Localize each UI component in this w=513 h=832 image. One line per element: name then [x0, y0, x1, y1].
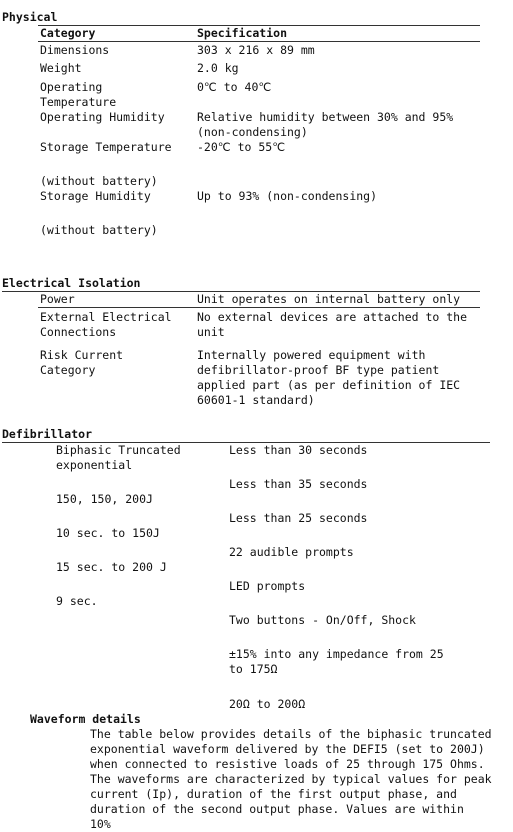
defib-left-text: Biphasic Truncated: [56, 443, 181, 457]
defib-right-text: Less than 25 seconds: [229, 511, 368, 525]
row-category: Weight: [40, 61, 82, 75]
row-category: Operating Humidity: [40, 110, 165, 124]
defib-right-text: 22 audible prompts: [229, 545, 354, 559]
header-rule: [38, 41, 480, 42]
row-category-line2: Category: [40, 363, 96, 377]
row-spec: Internally powered equipment with: [197, 348, 426, 362]
defib-right-text: ±15% into any impedance from 25: [229, 647, 444, 661]
row-category-line2: Connections: [40, 325, 117, 339]
defib-left-text: exponential: [56, 458, 133, 472]
paragraph-line: The waveforms are characterized by typical values for peak: [90, 772, 492, 786]
section-heading-physical: Physical: [2, 10, 58, 24]
row-category: Operating: [40, 80, 103, 94]
subheading-waveform-details: Waveform details: [30, 712, 141, 726]
row-spec: No external devices are attached to the: [197, 310, 468, 324]
paragraph-line: The table below provides details of the biphasic truncated: [90, 727, 492, 741]
row-spec-line2: (non-condensing): [197, 125, 308, 139]
row-spec: 0℃ to 40℃: [197, 80, 272, 94]
row-spec: Unit operates on internal battery only: [197, 292, 461, 306]
section-heading-defibrillator: Defibrillator: [2, 427, 93, 441]
paragraph-line: exponential waveform delivered by the DEFI5 (set to 200J): [90, 742, 485, 756]
column-header-category: Category: [40, 26, 96, 40]
row-category: External Electrical: [40, 310, 172, 324]
row-category: Dimensions: [40, 43, 110, 57]
row-category: Storage Temperature: [40, 140, 172, 154]
paragraph-line: duration of the second output phase. Values are within: [90, 802, 464, 816]
row-category: Risk Current: [40, 348, 124, 362]
defib-right-text: Two buttons - On/Off, Shock: [229, 613, 416, 627]
row-spec: 2.0 kg: [197, 61, 239, 75]
row-spec: 303 x 216 x 89 mm: [197, 43, 315, 57]
section-heading-electrical-isolation: Electrical Isolation: [2, 276, 141, 290]
row-spec-line3: applied part (as per definition of IEC: [197, 378, 461, 392]
row-rule: [38, 307, 480, 308]
defib-right-text: LED prompts: [229, 579, 306, 593]
defib-right-text: Less than 30 seconds: [229, 443, 368, 457]
row-spec-line4: 60601-1 standard): [197, 393, 315, 407]
row-category-line2: Temperature: [40, 95, 117, 109]
defib-left-text: 150, 150, 200J: [56, 492, 153, 506]
row-spec-line2: defibrillator-proof BF type patient: [197, 363, 440, 377]
column-header-specification: Specification: [197, 26, 288, 40]
defib-right-text: 20Ω to 200Ω: [229, 697, 306, 711]
row-spec: -20℃ to 55℃: [197, 140, 286, 154]
row-category-note: (without battery): [40, 174, 158, 188]
paragraph-line: current (Ip), duration of the first output phase, and: [90, 787, 457, 801]
defib-right-text: to 175Ω: [229, 662, 278, 676]
row-category-note: (without battery): [40, 223, 158, 237]
defib-right-text: Less than 35 seconds: [229, 477, 368, 491]
defib-left-text: 15 sec. to 200 J: [56, 560, 167, 574]
defib-left-text: 9 sec.: [56, 594, 98, 608]
defib-left-text: 10 sec. to 150J: [56, 526, 160, 540]
row-spec: Up to 93% (non-condensing): [197, 189, 378, 203]
row-category: Power: [40, 292, 75, 306]
paragraph-line: when connected to resistive loads of 25 through 175 Ohms.: [90, 757, 485, 771]
row-spec: Relative humidity between 30% and 95%: [197, 110, 454, 124]
row-category: Storage Humidity: [40, 189, 151, 203]
paragraph-line: 10%: [90, 817, 111, 831]
row-spec-line2: unit: [197, 325, 225, 339]
